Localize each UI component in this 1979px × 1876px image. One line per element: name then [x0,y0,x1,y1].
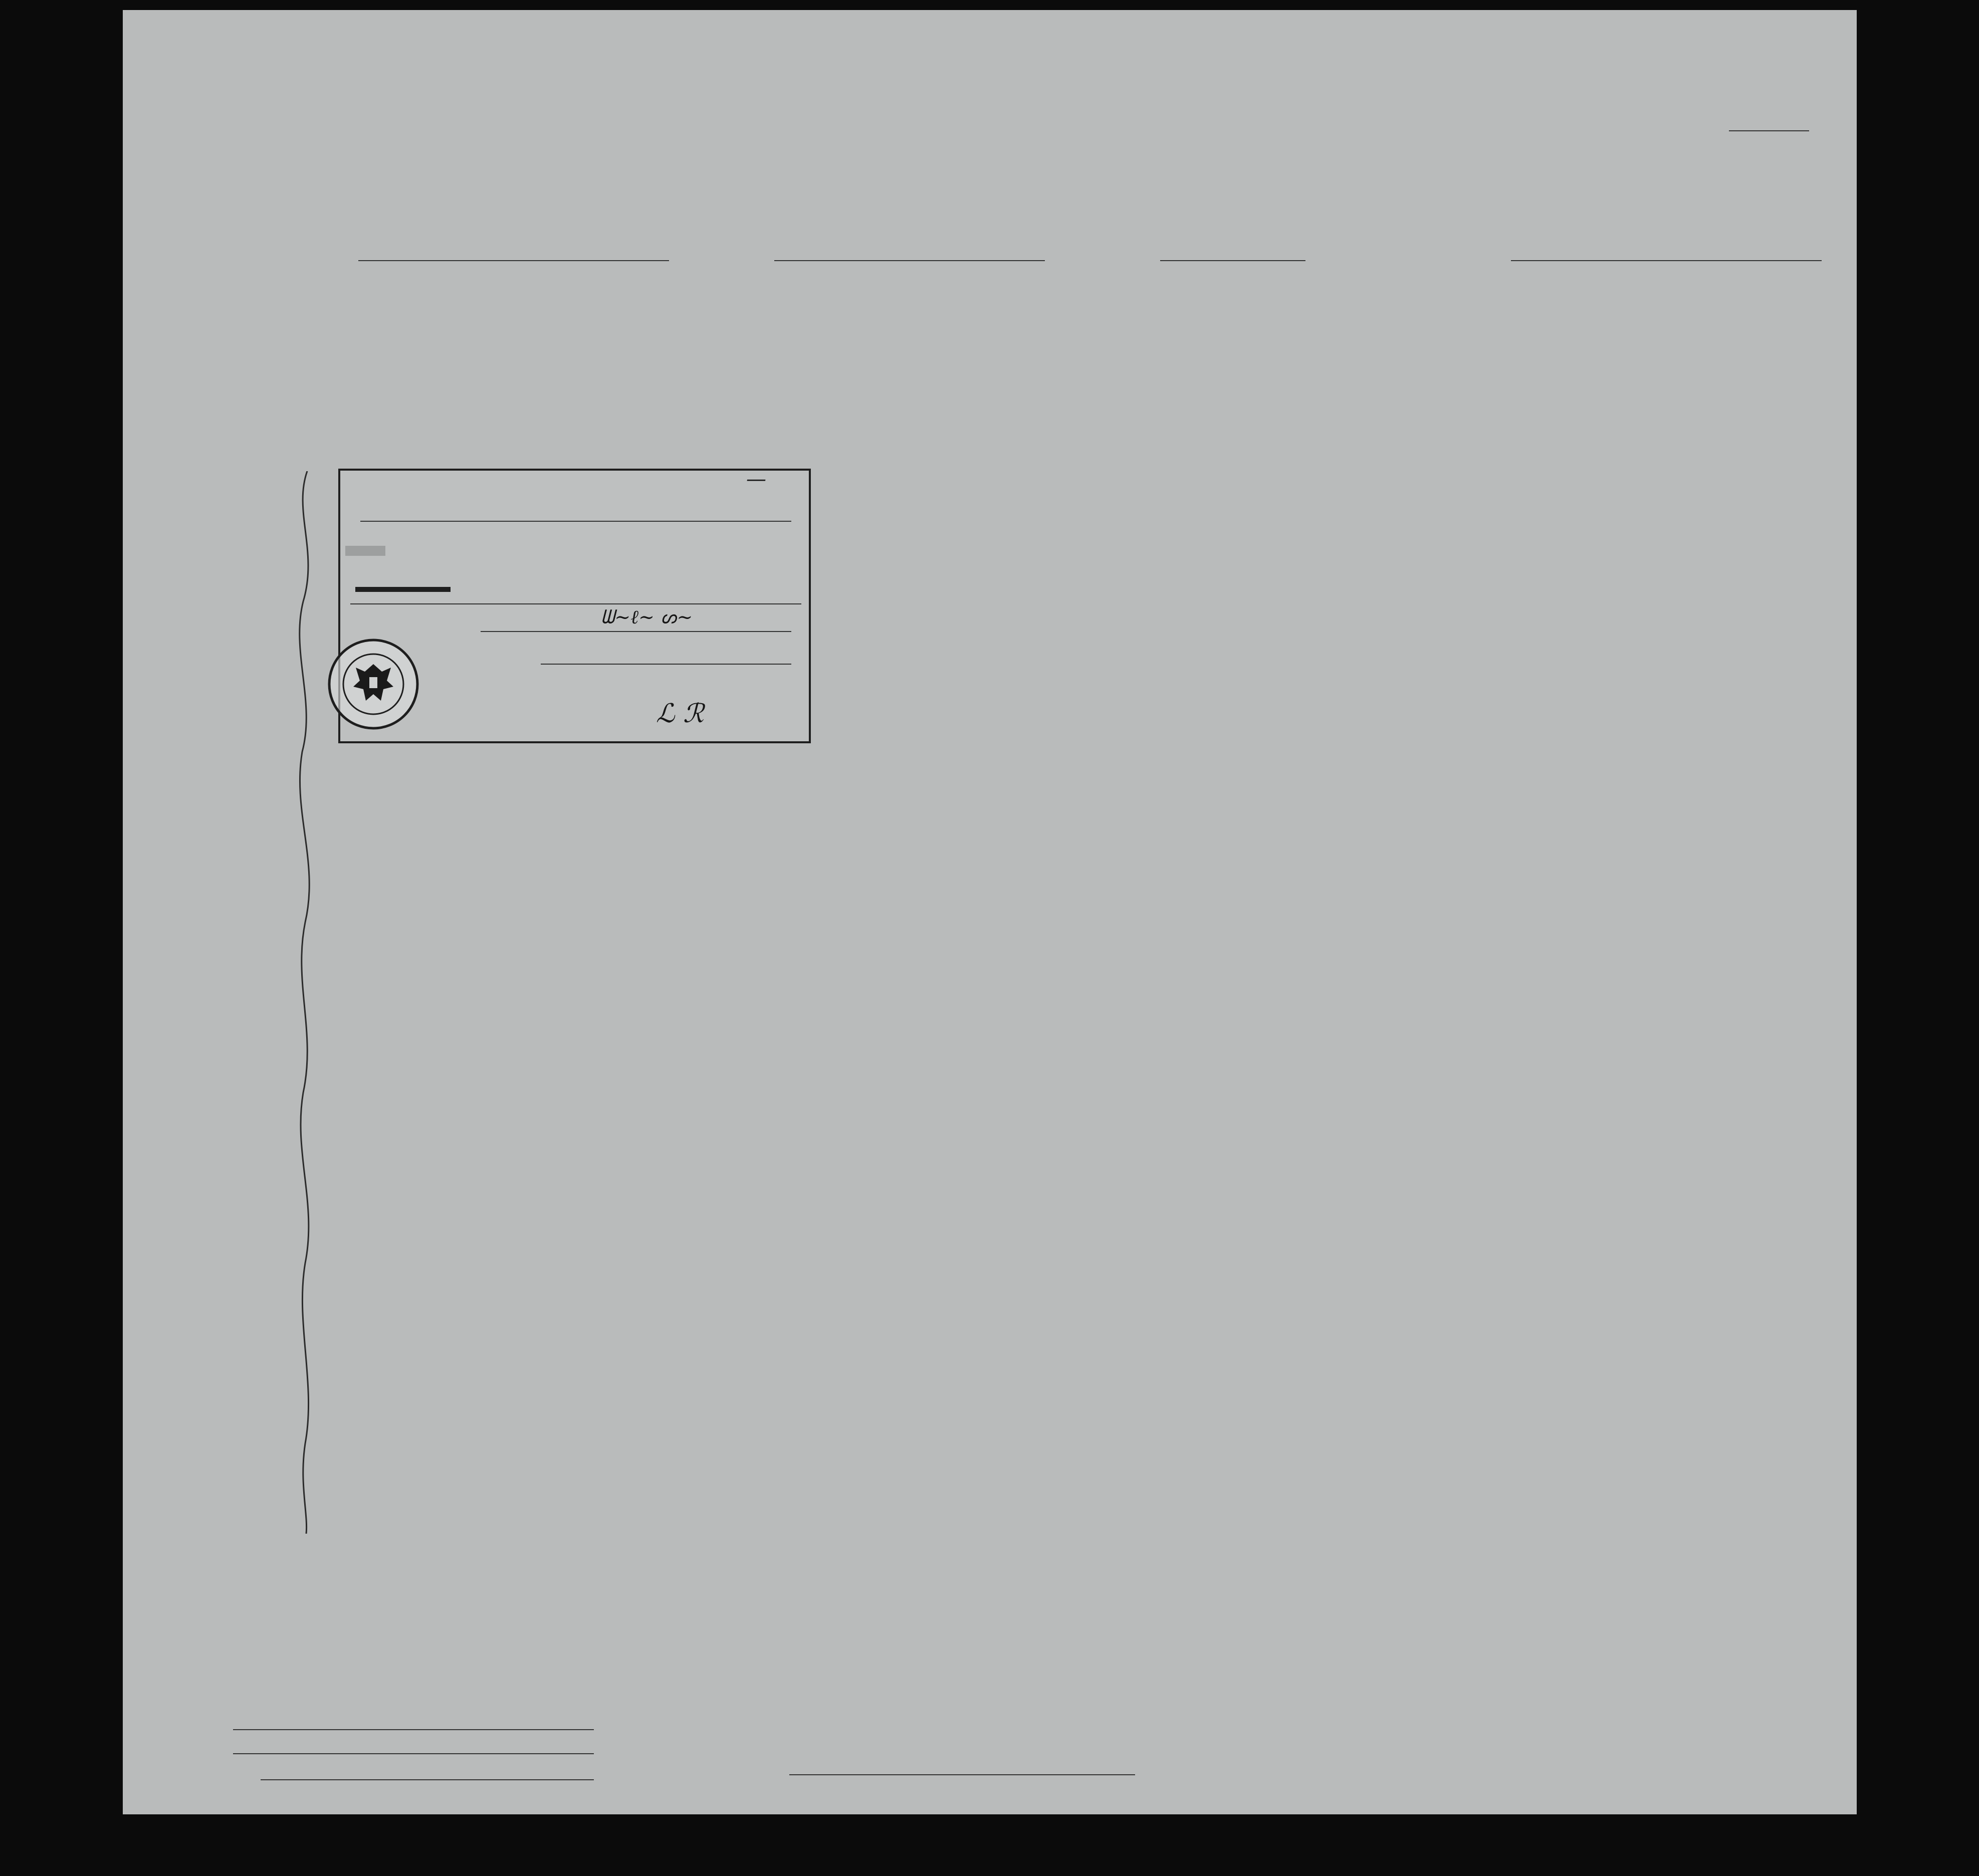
line-value [233,1714,594,1730]
validity-scribble: ℒ ℛ [656,699,704,729]
consulate-line [360,521,791,522]
consul-line [481,631,791,632]
wavy-cancel-line [288,471,328,1534]
manifest-grid [123,10,1857,1814]
date-line [541,664,791,665]
owners-value [233,1739,594,1754]
smudged-line [345,546,385,556]
manifest-sheet [123,10,1857,1814]
journey-line [350,603,801,604]
struck-text [355,587,451,592]
agents-value [261,1758,594,1780]
inspector-line [789,1774,1135,1775]
consul-signature: ᗯ~ℓ~ ᔕ~ [601,606,693,628]
consular-seal [326,637,421,732]
eagle-seal-icon [326,637,421,732]
visa-number-mark: — [746,468,766,491]
